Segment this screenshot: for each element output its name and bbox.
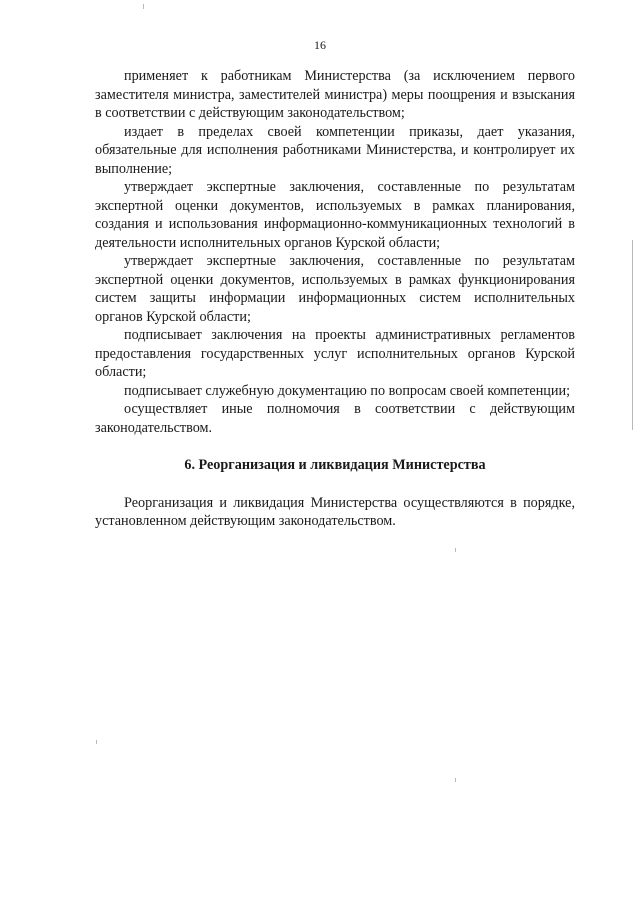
scan-mark-right-dot bbox=[455, 548, 456, 552]
paragraph-orders: издает в пределах своей компетенции приказы, дает указания, обязательные для исполнения работниками Министерства, и контролирует их выполнение; bbox=[95, 123, 575, 177]
paragraph-reorganization: Реорганизация и ликвидация Министерства осуществляются в порядке, установленном действующим законодательством. bbox=[95, 494, 575, 529]
paragraph-regulations-conclusions: подписывает заключения на проекты административных регламентов предоставления государственных услуг исполнительных органов Курской области; bbox=[95, 327, 575, 380]
scan-mark-left-dot bbox=[96, 740, 97, 744]
scan-mark-top bbox=[143, 4, 144, 9]
paragraph-service-documentation: подписывает служебную документацию по вопросам своей компетенции; bbox=[124, 382, 571, 399]
scan-mark-bottom-dot bbox=[455, 778, 456, 782]
scan-mark-right-edge bbox=[632, 240, 633, 430]
section-heading: 6. Реорганизация и ликвидация Министерства bbox=[184, 457, 486, 473]
paragraph-other-powers: осуществляет иные полномочия в соответствии с действующим законодательством. bbox=[95, 401, 575, 436]
paragraph-rewards-penalties: применяет к работникам Министерства (за исключением первого заместителя министра, заместителей министра) меры поощрения и взыскания в соответствии с действующим законодательством; bbox=[95, 68, 575, 121]
page-number: 16 bbox=[314, 38, 326, 52]
paragraph-security-expert-conclusions: утверждает экспертные заключения, составленные по результатам экспертной оценки документов, используемых в рамках функционирования систем защиты информации информационных систем исполнительных органов Курской области; bbox=[95, 253, 575, 325]
document-body bbox=[95, 67, 575, 531]
paragraph-ict-expert-conclusions: утверждает экспертные заключения, составленные по результатам экспертной оценки документов, используемых в рамках планирования, создания и использования информационно-коммуникационных технологий в деятельности исполнительных органов Курской области; bbox=[95, 179, 575, 251]
